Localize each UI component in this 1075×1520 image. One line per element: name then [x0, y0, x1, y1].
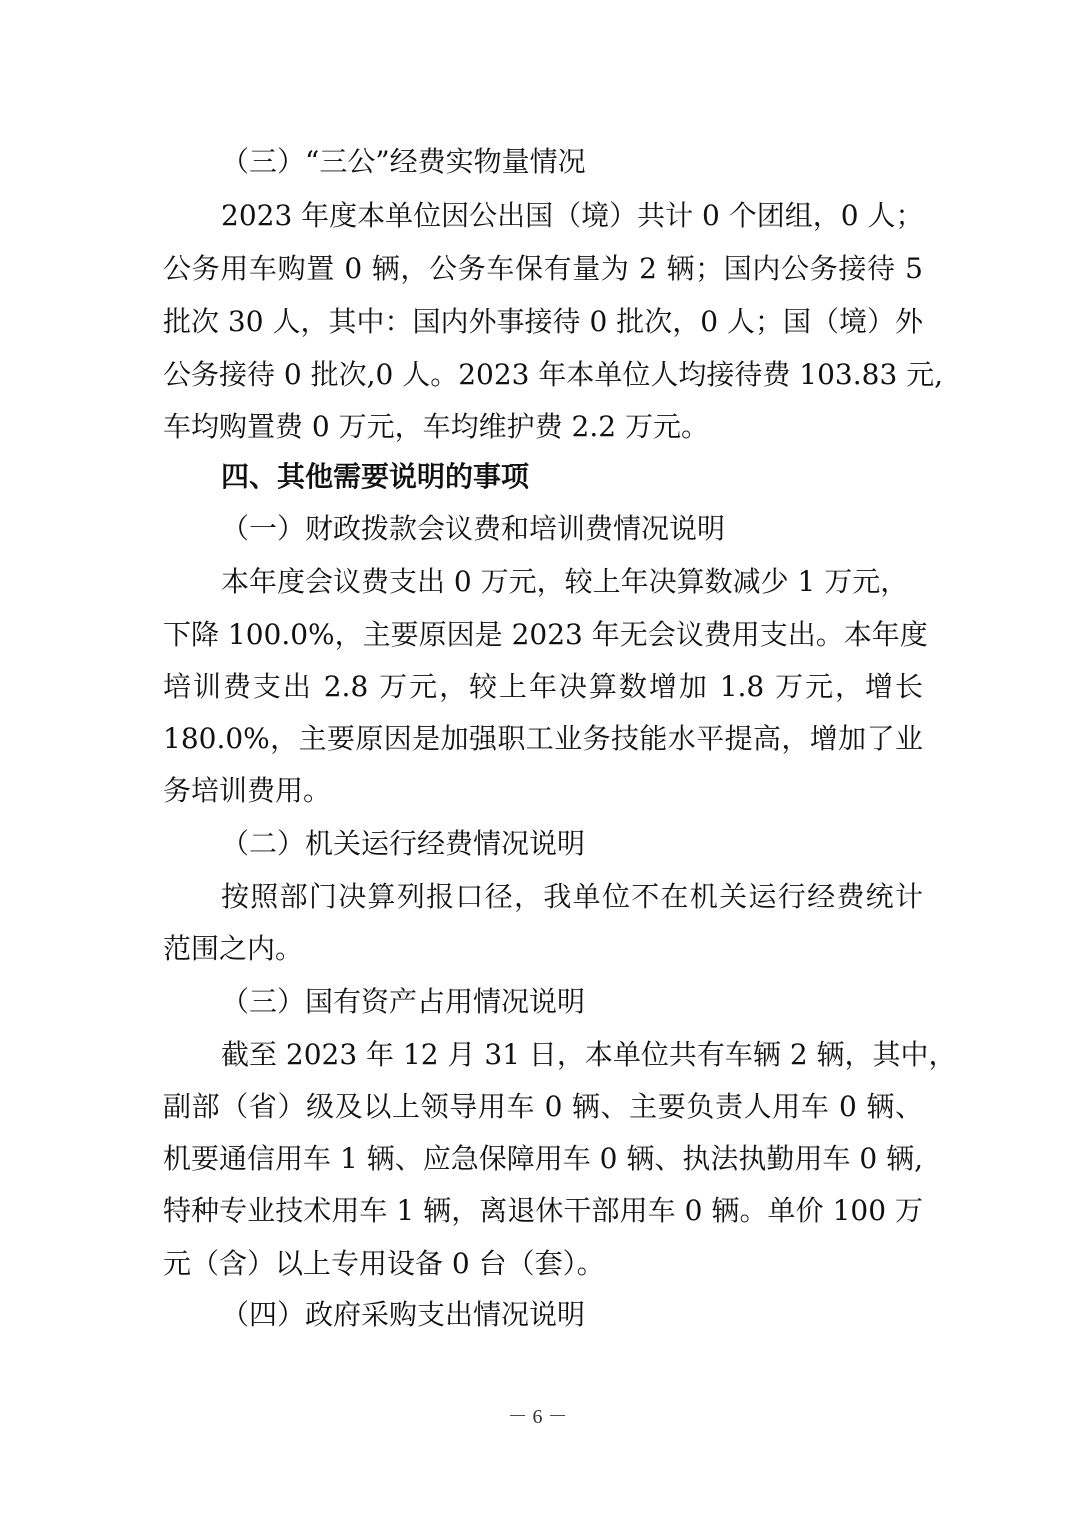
- paragraph-line: 培训费支出 2.8 万元，较上年决算数增加 1.8 万元，增长: [163, 670, 923, 703]
- paragraph-line: 180.0%，主要原因是加强职工业务技能水平提高，增加了业: [163, 722, 923, 755]
- paragraph-line: 公务用车购置 0 辆，公务车保有量为 2 辆；国内公务接待 5: [163, 252, 923, 285]
- section-title-three-public-quantity: （三）“三公”经费实物量情况: [221, 145, 586, 178]
- paragraph-line: 务培训费用。: [163, 774, 332, 807]
- paragraph-line: 下降 100.0%，主要原因是 2023 年无会议费用支出。本年度: [163, 618, 928, 651]
- page-number: － 6 －: [507, 1406, 568, 1428]
- paragraph-line: 副部（省）级及以上领导用车 0 辆、主要负责人用车 0 辆、: [163, 1090, 923, 1123]
- paragraph-line: 截至 2023 年 12 月 31 日，本单位共有车辆 2 辆，其中，: [221, 1038, 957, 1071]
- subsection-title-meeting-training: （一）财政拨款会议费和培训费情况说明: [221, 512, 726, 545]
- paragraph-line: 公务接待 0 批次,0 人。2023 年本单位人均接待费 103.83 元,: [163, 358, 944, 391]
- subsection-title-state-assets: （三）国有资产占用情况说明: [221, 985, 586, 1018]
- paragraph-line: 特种专业技术用车 1 辆，离退休干部用车 0 辆。单价 100 万: [163, 1194, 923, 1227]
- subsection-title-operating-costs: （二）机关运行经费情况说明: [221, 827, 586, 860]
- paragraph-line: 范围之内。: [163, 932, 304, 965]
- paragraph-line: 车均购置费 0 万元，车均维护费 2.2 万元。: [163, 410, 709, 443]
- section-heading-other-matters: 四、其他需要说明的事项: [221, 460, 530, 493]
- paragraph-line: 本年度会议费支出 0 万元，较上年决算数减少 1 万元，: [221, 565, 909, 598]
- paragraph-line: 批次 30 人，其中：国内外事接待 0 批次，0 人；国（境）外: [163, 305, 923, 338]
- paragraph-line: 2023 年度本单位因公出国（境）共计 0 个团组，0 人；: [221, 199, 924, 232]
- paragraph-line: 按照部门决算列报口径，我单位不在机关运行经费统计: [221, 880, 923, 913]
- paragraph-line: 机要通信用车 1 辆、应急保障用车 0 辆、执法执勤用车 0 辆,: [163, 1142, 923, 1175]
- subsection-title-government-procurement: （四）政府采购支出情况说明: [221, 1298, 586, 1331]
- paragraph-line: 元（含）以上专用设备 0 台（套）。: [163, 1247, 605, 1280]
